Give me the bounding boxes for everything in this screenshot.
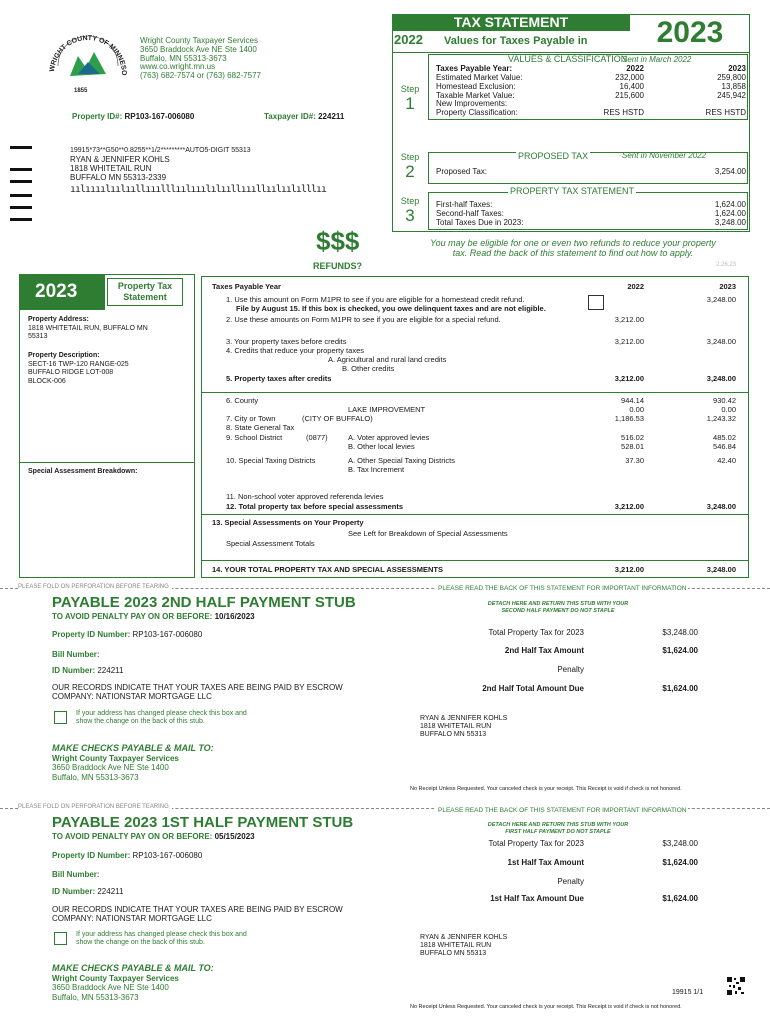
line4b: B. Other credits: [342, 364, 395, 373]
line3-value1: 3,212.00: [614, 337, 644, 346]
stub2-pay1: Wright County Taxpayer Services: [52, 753, 179, 763]
step3-row-label: Total Taxes Due in 2023:: [436, 218, 524, 227]
stub2-escrow1: OUR RECORDS INDICATE THAT YOUR TAXES ARE BEING PAID BY ESCROW: [52, 683, 343, 692]
left-panel-title1: Property Tax: [117, 281, 173, 291]
stub1-checkbox-note: [76, 931, 247, 947]
line5-value2: 3,248.00: [706, 374, 736, 383]
line7-city: (CITY OF BUFFALO): [302, 414, 373, 423]
stub2-owner1: RYAN & JENNIFER KOHLS: [420, 715, 508, 722]
read-back-note-2: PLEASE READ THE BACK OF THIS STATEMENT FOR IMPORTANT INFORMATION: [438, 807, 687, 814]
stub2-chk1: If your address has changed please check this box and: [76, 710, 247, 717]
stub1-pid-line: [52, 851, 202, 860]
line14-value2: 3,248.00: [706, 565, 736, 574]
statement-big-year: 2023: [656, 16, 724, 49]
step2-label: Step: [400, 152, 420, 162]
refunds-text-line2: tax. Read the back of this statement to find out how to apply.: [452, 248, 694, 258]
stub2-owner2: 1818 WHITETAIL RUN: [420, 723, 492, 730]
line4a: A. Agricultural and rural land credits: [328, 355, 447, 364]
step3-number: 3: [405, 206, 415, 225]
stub2-id-line: [52, 666, 123, 675]
step1-label: Step: [400, 84, 420, 94]
line9a-value1: 516.02: [621, 433, 644, 442]
step2-heading: PROPOSED TAX: [518, 151, 589, 161]
stub1-id-label: ID Number:: [52, 887, 96, 896]
stub2-bill-label: Bill Number:: [52, 650, 100, 659]
property-description: [28, 352, 129, 386]
line9b-value1: 528.01: [621, 442, 644, 451]
left-panel-divider: [19, 462, 195, 463]
stub1-title: PAYABLE 2023 1ST HALF PAYMENT STUB: [52, 814, 354, 831]
stub2-half-label: 2nd Half Tax Amount: [504, 646, 584, 655]
property-address: [28, 316, 148, 342]
step3-row-value: 3,248.00: [714, 218, 746, 227]
line6-value1: 944.14: [621, 396, 644, 405]
read-back-note-1: PLEASE READ THE BACK OF THIS STATEMENT FOR IMPORTANT INFORMATION: [438, 585, 687, 592]
mailing-block: [70, 146, 326, 194]
property-description-line2: BUFFALO RIDGE LOT-008: [28, 369, 114, 376]
refunds-dollar-signs: $$$: [316, 226, 360, 256]
fold-note-2: PLEASE FOLD ON PERFORATION BEFORE TEARING: [18, 804, 172, 810]
line1b: File by August 15. If this box is checked, you owe delinquent taxes and are not eligible.: [236, 304, 546, 313]
stub2-pid-label: Property ID Number:: [52, 630, 131, 639]
stub1-owner1: RYAN & JENNIFER KOHLS: [420, 934, 508, 941]
taxpayer-id-value: 224211: [318, 112, 345, 121]
line9-district: (0877): [306, 433, 328, 442]
detail-divider-1: [201, 392, 749, 393]
line2: 2. Use these amounts on Form M1PR to see if you are eligible for a special refund.: [226, 315, 501, 324]
step1-row-value-2023: 13,858: [721, 81, 746, 91]
step2-number: 2: [405, 162, 415, 181]
stub1-chk1: If your address has changed please check this box and: [76, 931, 247, 938]
stub2-detach2: SECOND HALF PAYMENT DO NOT STAPLE: [501, 608, 615, 614]
stub2-address-change-checkbox[interactable]: [54, 711, 67, 724]
stub1-owner3: BUFFALO MN 55313: [420, 950, 487, 957]
stub2-total-value: $3,248.00: [662, 628, 698, 637]
line5: 5. Property taxes after credits: [226, 374, 332, 383]
statement-subtitle: Values for Taxes Payable in: [444, 35, 588, 47]
line6: 6. County: [226, 396, 259, 405]
county-seal: [48, 28, 128, 98]
line12: 12. Total property tax before special assessments: [226, 502, 404, 511]
stub2-owner: [420, 715, 507, 739]
step3-marker: [394, 196, 426, 226]
stub1-escrow2: COMPANY: NATIONSTAR MORTGAGE LLC: [52, 914, 212, 923]
left-panel-title: [107, 278, 183, 306]
stub2-detach1: DETACH HERE AND RETURN THIS STUB WITH YOUR: [487, 601, 629, 607]
proposed-tax-label: Proposed Tax:: [436, 167, 487, 176]
stub1-detach-note: [484, 822, 632, 836]
stub1-total-label: Total Property Tax for 2023: [488, 839, 584, 848]
stub2-penalty-label: TO AVOID PENALTY PAY ON OR BEFORE:: [52, 612, 213, 621]
taxpayer-id-line: [264, 112, 344, 121]
property-description-line1: SECT-16 TWP-120 RANGE-025: [28, 360, 129, 368]
stub2-pid-line: [52, 630, 202, 639]
step2-marker: [394, 152, 426, 182]
stub1-penalty-row: Penalty: [557, 877, 584, 886]
stub2-checkbox-note: [76, 710, 247, 726]
seal-icon: [48, 28, 128, 98]
property-description-label: Property Description:: [28, 352, 100, 359]
taxpayer-id-label: Taxpayer ID#:: [264, 112, 316, 121]
step1-col-header: Taxes Payable Year:: [436, 64, 513, 73]
step3-label: Step: [400, 196, 420, 206]
special-assessment-label: Special Assessment Breakdown:: [28, 468, 138, 475]
line6-value2: 930.42: [713, 396, 736, 405]
step1-row-value-2023: RES HSTD: [705, 108, 746, 118]
step1-row-value-2023: 245,942: [717, 90, 746, 100]
line3-value2: 3,248.00: [706, 337, 736, 346]
line12-value2: 3,248.00: [706, 502, 736, 511]
property-description-line3: BLOCK-006: [28, 377, 66, 385]
stub2-payto: [52, 744, 214, 782]
proposed-tax-value: 3,254.00: [714, 167, 746, 176]
line10b: B. Tax Increment: [348, 465, 405, 474]
stub2-due-label: 2nd Half Total Amount Due: [482, 684, 584, 693]
stub2-payto-label: MAKE CHECKS PAYABLE & MAIL TO:: [52, 743, 214, 753]
left-panel-title2: Statement: [123, 292, 167, 302]
county-web[interactable]: www.co.wright.mn.us: [140, 62, 216, 72]
step1-row-value-2022: 232,000: [615, 73, 644, 82]
stub1-pay2: 3650 Braddock Ave NE Ste 1400: [52, 983, 169, 992]
line4: 4. Credits that reduce your property taxes: [226, 346, 364, 355]
stub1-receipt-note: No Receipt Unless Requested. Your canceled check is your receipt. This Receipt is void if check is not honored.: [410, 1004, 682, 1010]
delinquent-checkbox[interactable]: [588, 295, 604, 310]
statement-prior-year: 2022: [394, 32, 423, 47]
stub1-half-label: 1st Half Tax Amount: [507, 858, 584, 867]
property-id-line: [72, 112, 194, 121]
county-address2: Buffalo, MN 55313-3673: [140, 53, 227, 63]
line10a-value2: 42.40: [717, 456, 736, 465]
stub1-owner: [420, 934, 507, 958]
stub2-receipt-note: No Receipt Unless Requested. Your canceled check is your receipt. This Receipt is void if check is not honored.: [410, 786, 682, 792]
line14-value1: 3,212.00: [614, 565, 644, 574]
step3-row-label: Second-half Taxes:: [436, 209, 504, 218]
lake-value2: 0.00: [721, 405, 736, 414]
step1-row-label: Homestead Exclusion:: [436, 81, 516, 91]
step1-row-value-2023: 259,800: [717, 73, 746, 82]
lake-value1: 0.00: [629, 405, 644, 414]
detail-divider-3: [201, 560, 749, 561]
stub2-due-date: 10/16/2023: [214, 612, 255, 621]
line7-value2: 1,243.32: [706, 414, 736, 423]
stub2-pid-value: RP103-167-006080: [132, 630, 203, 639]
stub1-id-line: [52, 887, 123, 896]
step1-marker: [394, 84, 426, 114]
step1-year2: 2023: [728, 64, 746, 73]
stub2-escrow2: COMPANY: NATIONSTAR MORTGAGE LLC: [52, 692, 212, 701]
stub1-pay1: Wright County Taxpayer Services: [52, 973, 179, 983]
stub1-owner2: 1818 WHITETAIL RUN: [420, 942, 492, 949]
stub2-due-value: $1,624.00: [662, 684, 698, 693]
step1-row-value-2022: RES HSTD: [603, 108, 644, 118]
stub1-payto-label: MAKE CHECKS PAYABLE & MAIL TO:: [52, 963, 214, 973]
tax-statement-title: TAX STATEMENT: [392, 14, 630, 31]
left-panel-year: 2023: [19, 274, 105, 310]
step1-number: 1: [405, 94, 415, 113]
stub2-id-label: ID Number:: [52, 666, 96, 675]
refunds-text-line1: You may be eligible for one or even two refunds to reduce your property: [430, 238, 716, 248]
line12-value1: 3,212.00: [614, 502, 644, 511]
step3-row-value: 1,624.00: [714, 209, 746, 218]
line13-see-left: See Left for Breakdown of Special Assessments: [348, 529, 508, 538]
detail-year1: 2022: [627, 282, 644, 291]
stub1-pid-label: Property ID Number:: [52, 851, 131, 860]
stub1-penalty-label: TO AVOID PENALTY PAY ON OR BEFORE:: [52, 832, 213, 841]
stub2-id-value: 224211: [97, 666, 124, 675]
step1-year1: 2022: [626, 64, 644, 73]
detail-year2: 2023: [719, 282, 736, 291]
property-id-label: Property ID#:: [72, 112, 123, 121]
qr-code-icon: [726, 976, 746, 996]
stub2-half-value: $1,624.00: [662, 646, 698, 655]
line7-value1: 1,186.53: [614, 414, 644, 423]
refunds-text: [390, 238, 756, 258]
county-phone: (763) 682-7574 or (763) 682-7577: [140, 71, 261, 81]
svg-text:1855: 1855: [74, 88, 88, 94]
stub1-escrow1: OUR RECORDS INDICATE THAT YOUR TAXES ARE BEING PAID BY ESCROW: [52, 905, 343, 914]
line10a: A. Other Special Taxing Districts: [348, 456, 455, 465]
line13: 13. Special Assessments on Your Property: [212, 518, 364, 527]
step3-heading: PROPERTY TAX STATEMENT: [510, 186, 635, 196]
line1-value: 3,248.00: [706, 295, 736, 304]
stub2-pay2: 3650 Braddock Ave NE Ste 1400: [52, 763, 169, 772]
stub2-chk2: show the change on the back of this stub.: [76, 718, 205, 725]
stub1-bill-label: Bill Number:: [52, 870, 100, 879]
line9a-value2: 485.02: [713, 433, 736, 442]
stub2-total-label: Total Property Tax for 2023: [488, 628, 584, 637]
line9b-value2: 546.84: [713, 442, 736, 451]
svg-text:WRIGHT COUNTY OF MINNESOTA: WRIGHT COUNTY OF MINNESO: [48, 34, 128, 76]
county-address1: 3650 Braddock Ave NE Ste 1400: [140, 44, 257, 54]
stub1-due-value: $1,624.00: [662, 894, 698, 903]
property-address-label: Property Address:: [28, 316, 89, 323]
detail-header: Taxes Payable Year: [212, 282, 281, 291]
form-code: 2.26.23: [716, 262, 737, 268]
fold-note-1: PLEASE FOLD ON PERFORATION BEFORE TEARING: [18, 584, 172, 590]
divider: [392, 52, 750, 53]
line9a: A. Voter approved levies: [348, 433, 430, 442]
step1-sent: Sent in March 2022: [622, 55, 692, 64]
line7: 7. City or Town: [226, 414, 276, 423]
property-address-line2: 55313: [28, 333, 48, 340]
property-address-line1: 1818 WHITETAIL RUN, BUFFALO MN: [28, 324, 148, 332]
stub2-penalty-line: [52, 612, 255, 621]
step3-row-value: 1,624.00: [714, 200, 746, 209]
line5-value1: 3,212.00: [614, 374, 644, 383]
stub1-pay3: Buffalo, MN 55313-3673: [52, 992, 139, 1002]
refunds-label: REFUNDS?: [313, 261, 362, 271]
stub1-pid-value: RP103-167-006080: [132, 851, 203, 860]
line14: 14. YOUR TOTAL PROPERTY TAX AND SPECIAL ASSESSMENTS: [212, 565, 444, 574]
mailing-city: BUFFALO MN 55313-2339: [70, 173, 167, 182]
stub1-detach2: FIRST HALF PAYMENT DO NOT STAPLE: [505, 829, 611, 835]
mailing-street: 1818 WHITETAIL RUN: [70, 164, 152, 173]
mailing-sort-line: 19915*73**G50**0.8255**1/2*********AUTO5-DIGIT 55313: [70, 147, 251, 154]
line2-value: 3,212.00: [614, 315, 644, 324]
stub1-due-date: 05/15/2023: [214, 832, 255, 841]
stub1-escrow: [52, 905, 343, 923]
step1-row-label: Taxable Market Value:: [436, 90, 515, 100]
lake-improvement: LAKE IMPROVEMENT: [348, 405, 426, 414]
stub1-detach1: DETACH HERE AND RETURN THIS STUB WITH YOUR: [487, 822, 629, 828]
county-name: Wright County Taxpayer Services: [140, 36, 258, 45]
stub1-due-label: 1st Half Tax Amount Due: [490, 894, 584, 903]
stub1-total-value: $3,248.00: [662, 839, 698, 848]
mailing-name: RYAN & JENNIFER KOHLS: [70, 155, 170, 164]
detail-divider-2: [201, 514, 749, 515]
property-id-value: RP103-167-006080: [124, 112, 195, 121]
stub2-pay3: Buffalo, MN 55313-3673: [52, 772, 139, 782]
stub2-detach-note: [484, 601, 632, 615]
stub2-escrow: [52, 683, 343, 701]
step1-row-label: New Improvements:: [436, 99, 508, 109]
step1-row-value-2022: 16,400: [619, 81, 644, 91]
step1-row-label: Property Classification:: [436, 108, 518, 118]
line10a-value1: 37.30: [625, 456, 644, 465]
line13-totals: Special Assessment Totals: [226, 539, 315, 548]
stub2-penalty-row: Penalty: [557, 665, 584, 674]
stub1-chk2: show the change on the back of this stub.: [76, 939, 205, 946]
line10: 10. Special Taxing Districts: [226, 456, 316, 465]
stub1-penalty-line: [52, 832, 255, 841]
county-info: [140, 37, 261, 81]
stub2-title: PAYABLE 2023 2ND HALF PAYMENT STUB: [52, 594, 356, 611]
step3-row-label: First-half Taxes:: [436, 200, 493, 209]
line8: 8. State General Tax: [226, 423, 295, 432]
line11: 11. Non-school voter approved referenda levies: [226, 492, 384, 501]
step2-sent: Sent in November 2022: [622, 151, 707, 160]
step1-row-value-2022: 215,600: [615, 90, 644, 100]
line9b: B. Other local levies: [348, 442, 415, 451]
step1-heading: VALUES & CLASSIFICATION: [508, 54, 628, 64]
page-number: 19915 1/1: [672, 989, 704, 996]
line1a: 1. Use this amount on Form M1PR to see if you are eligible for a homestead credit refund.: [226, 295, 525, 304]
line3: 3. Your property taxes before credits: [226, 337, 347, 346]
stub1-half-value: $1,624.00: [662, 858, 698, 867]
stub1-address-change-checkbox[interactable]: [54, 932, 67, 945]
step1-row-label: Estimated Market Value:: [436, 73, 523, 82]
stub2-owner3: BUFFALO MN 55313: [420, 731, 487, 738]
line9: 9. School District: [226, 433, 283, 442]
stub1-payto: [52, 964, 214, 1002]
stub1-id-value: 224211: [97, 887, 124, 896]
postal-barcode: ıılıııılıılııllııılllıılııılılııllıııllıılıılılllıı: [70, 184, 327, 195]
